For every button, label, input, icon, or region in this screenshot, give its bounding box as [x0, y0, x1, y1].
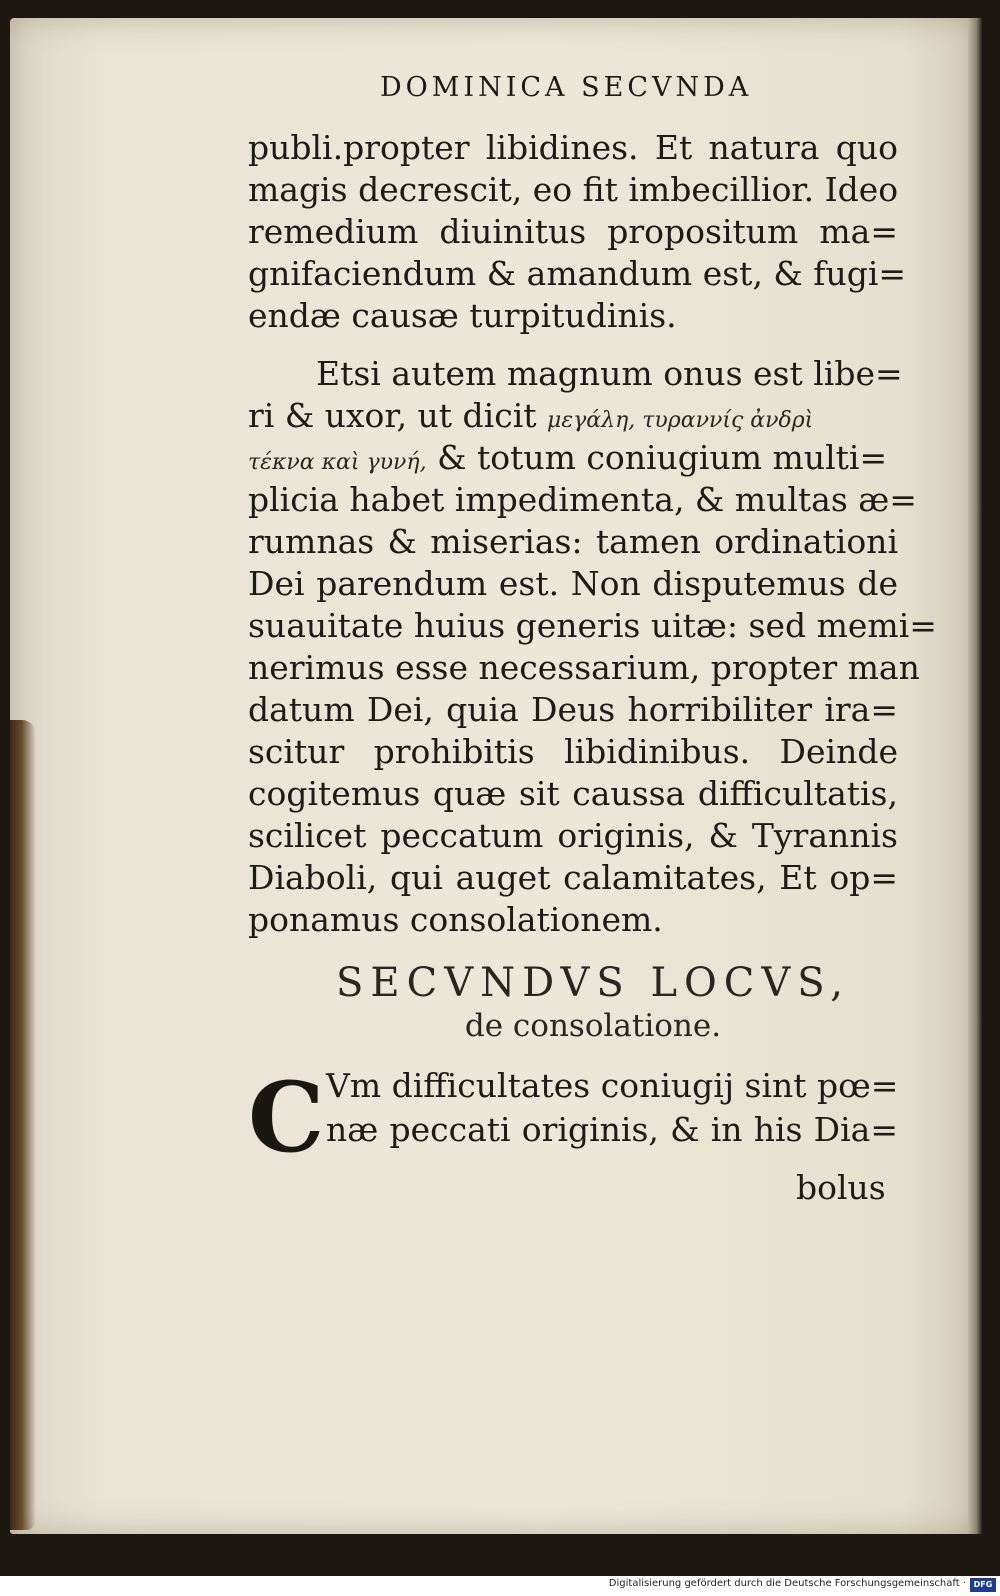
section-heading: SECVNDVS LOCVS, — [335, 960, 850, 1006]
text-line: publi.propter libidines. Et natura quo — [248, 128, 898, 167]
text-line: endæ causæ turpitudinis. — [248, 296, 677, 335]
text-line: remedium diuinitus propositum ma= — [248, 212, 898, 251]
text-block — [248, 60, 937, 1210]
page-edge — [968, 18, 982, 1534]
greek-quotation: μεγάλη, τυραννίς ἀνδρὶ — [547, 408, 814, 433]
text-line: suauitate huius generis uitæ: sed memi= — [248, 606, 937, 645]
text-line: Etsi autem magnum onus est libe= — [316, 354, 903, 393]
text-line: scitur prohibitis libidinibus. Deinde — [248, 732, 898, 771]
text-line: nerimus esse necessarium, propter man — [248, 648, 920, 687]
text-line: datum Dei, quia Deus horribiliter ira= — [248, 690, 898, 729]
catchword: bolus — [796, 1168, 886, 1207]
latin-text: ri & uxor, ut dicit — [248, 396, 537, 435]
text-line: Vm difficultates coniugij sint pœ= — [326, 1066, 899, 1105]
page-damage — [10, 720, 36, 1530]
dfg-logo: DFG — [970, 1578, 996, 1592]
text-line: næ peccati originis, & in his Dia= — [326, 1110, 898, 1149]
text-line: Diaboli, qui auget calamitates, Et op= — [248, 858, 898, 897]
text-line: magis decrescit, eo fit imbecillior. Ideo — [248, 170, 899, 209]
text-line: plicia habet impedimenta, & multas æ= — [248, 480, 917, 519]
section-subheading: de consolatione. — [464, 1008, 722, 1044]
text-line-mixed — [248, 396, 898, 435]
drop-capital: C — [248, 1061, 325, 1174]
text-line: ponamus consolationem. — [248, 900, 663, 939]
text-line: Dei parendum est. Non disputemus de — [248, 564, 898, 603]
text-line: cogitemus quæ sit caussa difficultatis, — [248, 774, 898, 813]
running-head: DOMINICA SECVNDA — [380, 72, 753, 103]
funding-credit: Digitalisierung gefördert durch die Deutsche Forschungsgemeinschaft · — [608, 1578, 966, 1589]
text-line: gnifaciendum & amandum est, & fugi= — [248, 254, 907, 293]
digitization-footer — [0, 1576, 1000, 1596]
text-line-mixed — [248, 438, 898, 477]
latin-text: & totum coniugium multi= — [437, 438, 888, 477]
greek-quotation: τέκνα καὶ γυνή, — [248, 450, 427, 475]
text-line: scilicet peccatum originis, & Tyrannis — [248, 816, 898, 855]
text-line: rumnas & miserias: tamen ordinationi — [248, 522, 898, 561]
